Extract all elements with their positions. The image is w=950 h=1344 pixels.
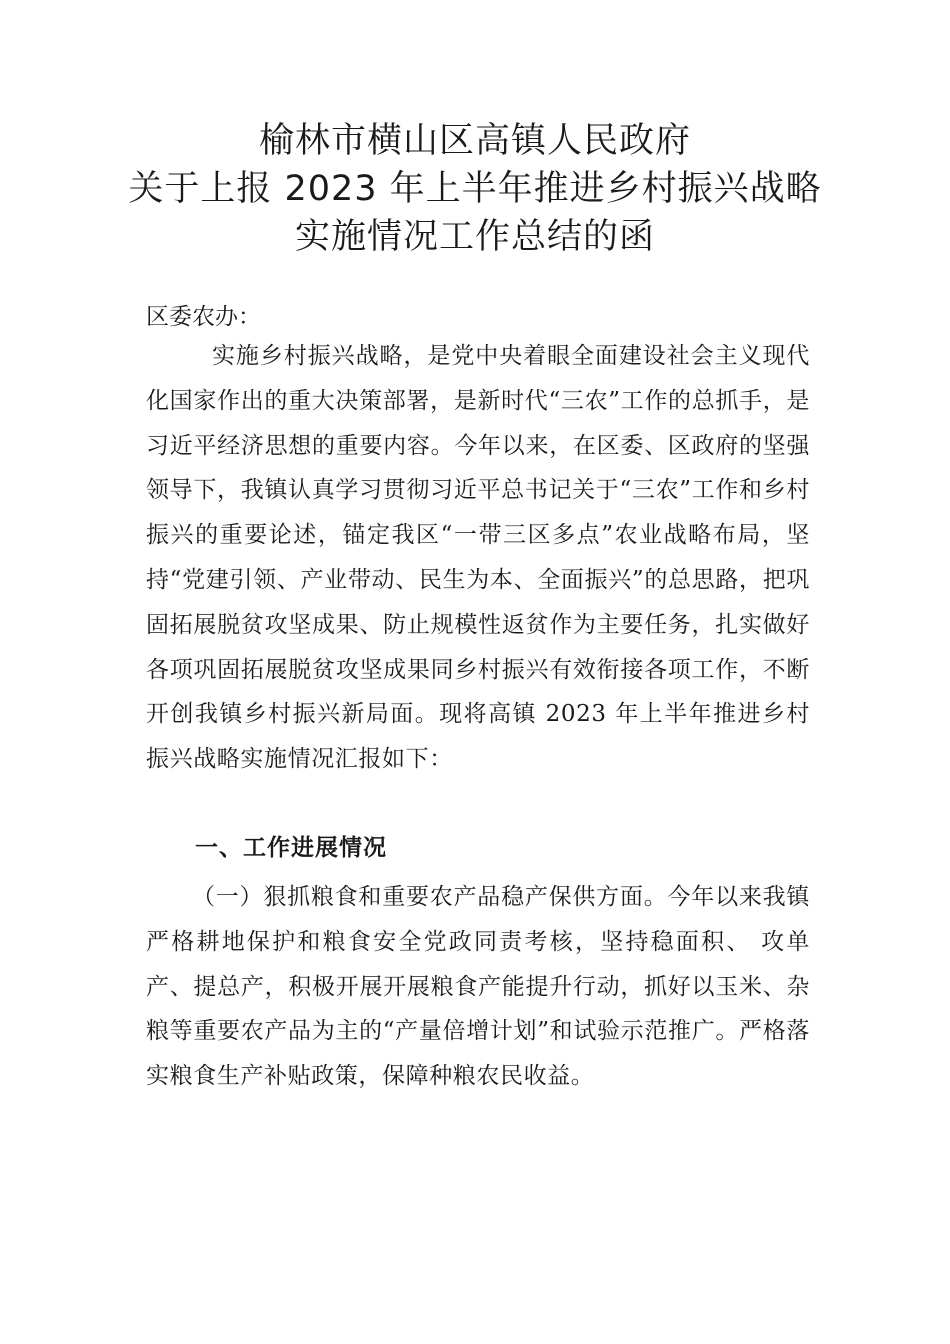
- section-heading: 一、工作进展情况: [195, 835, 387, 861]
- salutation: 区委农办：: [146, 304, 261, 330]
- section-paragraph: （一）狠抓粮食和重要农产品稳产保供方面。今年以来我镇严格耕地保护和粮食安全党政同责考核，坚持稳面积、 攻单产、提总产，积极开展开展粮食产能提升行动，抓好以玉米、杂粮等重要农产品为主的“产量倍增计划”和试验示范推广。严格落实粮食生产补贴政策，保障种粮农民收益。: [146, 884, 810, 1090]
- title-line-1: 榆林市横山区高镇人民政府: [258, 121, 691, 161]
- title-line-2: 关于上报 2023 年上半年推进乡村振兴战略: [128, 169, 822, 209]
- title-line-3: 实施情况工作总结的函: [294, 217, 655, 257]
- intro-paragraph: 实施乡村振兴战略，是党中央着眼全面建设社会主义现代化国家作出的重大决策部署，是新时代“三农”工作的总抓手，是习近平经济思想的重要内容。今年以来，在区委、区政府的坚强领导下，我镇认真学习贯彻习近平总书记关于“三农”工作和乡村振兴的重要论述，锚定我区“一带三区多点”农业战略布局，坚持“党建引领、产业带动、民生为本、全面振兴”的总思路，把巩固拓展脱贫攻坚成果、防止规模性返贫作为主要任务，扎实做好各项巩固拓展脱贫攻坚成果同乡村振兴有效衔接各项工作，不断开创我镇乡村振兴新局面。现将高镇 2023 年上半年推进乡村振兴战略实施情况汇报如下：: [146, 343, 810, 773]
